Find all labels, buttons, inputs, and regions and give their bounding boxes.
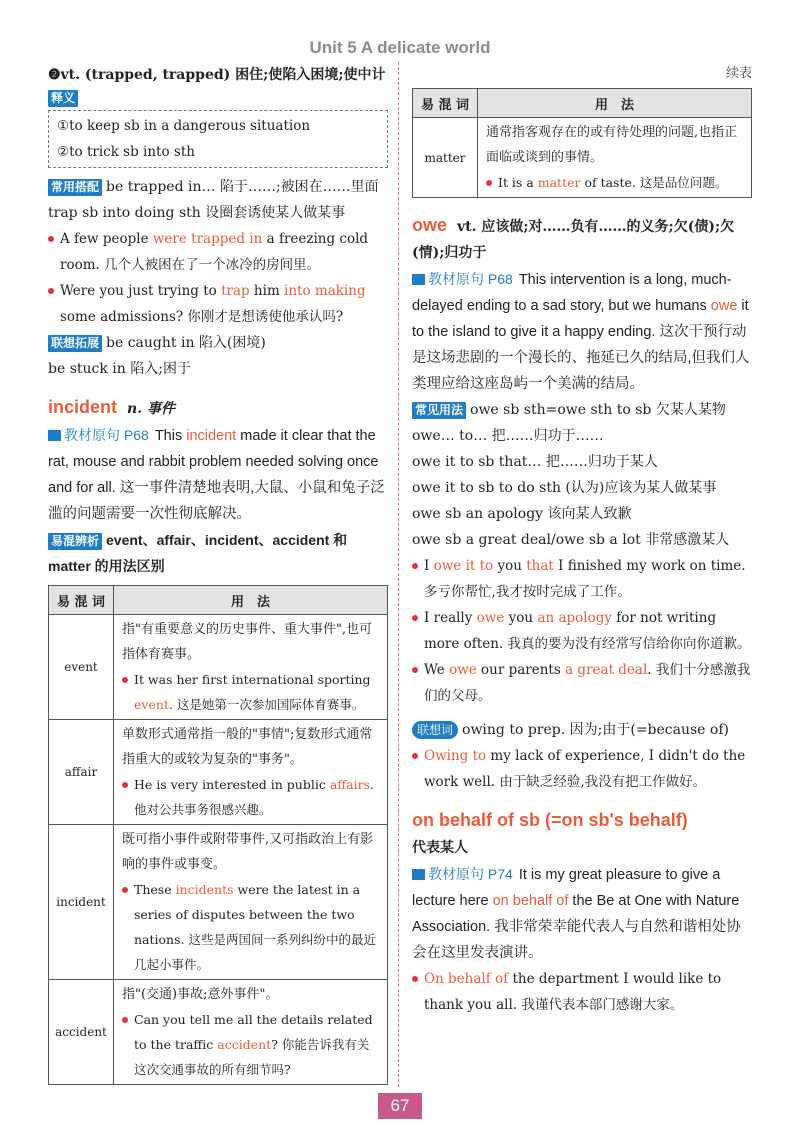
definition-tag: 释义 bbox=[48, 90, 78, 107]
column-header: 易 混 词 bbox=[49, 586, 114, 615]
table-row bbox=[49, 980, 388, 1085]
word-cell: incident bbox=[49, 825, 114, 980]
extension-line bbox=[48, 330, 388, 356]
extension-tag: 联想拓展 bbox=[48, 335, 102, 352]
source-label: 教材原句 P74 bbox=[412, 866, 513, 882]
usage-cell: 既可指小事件或附带事件,又可指政治上有影响的事件或事变。 These incidents were the latest in a series of disputes between the two nations. 这些是两国间一系列纠纷中的最近几起小事件。 bbox=[114, 825, 388, 980]
table-row bbox=[49, 720, 388, 825]
usage-item: owe it to sb to do sth (认为)应该为某人做某事 bbox=[412, 480, 717, 496]
table-header bbox=[49, 586, 388, 615]
definition-2: ②to trick sb into sth bbox=[57, 144, 195, 160]
example-sentence: On behalf of the department I would like to thank you all. 我谨代表本部门感谢大家。 bbox=[412, 966, 752, 1018]
collocation-line bbox=[48, 174, 388, 200]
headword-owe: owe bbox=[412, 215, 448, 235]
confusable-tag: 易混辨析 bbox=[48, 533, 102, 550]
example-sentence: Owing to my lack of experience, I didn't do the work well. 由于缺乏经验,我没有把工作做好。 bbox=[412, 743, 752, 795]
word-cell: matter bbox=[413, 118, 478, 198]
usage-item: owe it to sb that… 把……归功于某人 bbox=[412, 454, 658, 470]
usage-item: owe sb sth=owe sth to sb 欠某人某物 bbox=[470, 402, 726, 418]
word-cell: affair bbox=[49, 720, 114, 825]
column-divider bbox=[398, 62, 399, 1087]
confusable-table bbox=[48, 585, 388, 1085]
incident-entry bbox=[48, 394, 388, 422]
example-sentence: I owe it to you that I finished my work on time. 多亏你帮忙,我才按时完成了工作。 bbox=[412, 553, 752, 605]
definition-box bbox=[48, 110, 388, 168]
usage-cell: 指"(交通)事故;意外事件"。 Can you tell me all the details related to the traffic accident? 你能告诉我有关这次交通事故的所有细节吗? bbox=[114, 980, 388, 1085]
incident-pos: n. 事件 bbox=[127, 401, 175, 417]
word-cell: event bbox=[49, 615, 114, 720]
column-header: 易 混 词 bbox=[413, 89, 478, 118]
usage-line bbox=[412, 397, 752, 423]
behalf-meaning: 代表某人 bbox=[412, 840, 468, 856]
association-line bbox=[412, 717, 752, 743]
example-sentence: A few people were trapped in a freezing cold room. 几个人被困在了一个冰冷的房间里。 bbox=[48, 226, 388, 278]
page-number: 67 bbox=[378, 1093, 422, 1119]
source-sentence: 教材原句 P74 It is my great pleasure to give a lecture here on behalf of the Be at One with Nature Association. 我非常荣幸能代表人与自然和谐相处协会在这里发表演讲。 bbox=[412, 866, 741, 961]
usage-tag: 常见用法 bbox=[412, 402, 466, 419]
usage-item: owe sb a great deal/owe sb a lot 非常感激某人 bbox=[412, 532, 730, 548]
example-sentence: I really owe you an apology for not writing more often. 我真的要为没有经常写信给你向你道歉。 bbox=[412, 605, 752, 657]
association-tag: 联想词 bbox=[412, 721, 458, 739]
column-header: 用 法 bbox=[478, 89, 752, 118]
usage-item: owe sb an apology 该向某人致歉 bbox=[412, 506, 632, 522]
definition-1: ①to keep sb in a dangerous situation bbox=[57, 118, 311, 134]
word-cell: accident bbox=[49, 980, 114, 1085]
extension-2: be stuck in 陷入;困于 bbox=[48, 361, 191, 377]
trap-sense-2: ❷vt. (trapped, trapped) 困住;使陷入困境;使中计 bbox=[48, 67, 386, 83]
book-icon bbox=[48, 430, 61, 441]
collocation-text: be trapped in… 陷于……;被困在……里面 bbox=[106, 179, 379, 195]
usage-cell: 指"有重要意义的历史事件、重大事件",也可指体育赛事。 It was her first international sporting event. 这是她第一次参加国际体育赛事。 bbox=[114, 615, 388, 720]
source-sentence: 教材原句 P68 This intervention is a long, much-delayed ending to a sad story, but we humans owe it to the island to give it a happy ending. 这次干预行动是这场悲剧的一个漫长的、拖延已久的结局,但我们人类理应给这座岛屿一个美满的结局。 bbox=[412, 271, 750, 392]
book-icon bbox=[412, 274, 425, 285]
usage-cell: 单数形式通常指一般的"事情";复数形式通常指重大的或较为复杂的"事务"。 He is very interested in public affairs. 他对公共事务很感兴趣。 bbox=[114, 720, 388, 825]
right-column bbox=[412, 88, 752, 1018]
collocation-tag: 常用搭配 bbox=[48, 179, 102, 196]
confusable-heading: 易混辨析 event、affair、incident、accident 和 matter 的用法区别 bbox=[48, 532, 348, 574]
trap-into-phrase: trap sb into doing sth 设圈套诱使某人做某事 bbox=[48, 205, 346, 221]
table-row bbox=[49, 825, 388, 980]
column-header: 用 法 bbox=[114, 586, 388, 615]
headword-on-behalf-of: on behalf of sb (=on sb's behalf) bbox=[412, 810, 688, 830]
headword-incident: incident bbox=[48, 397, 118, 417]
table-header bbox=[413, 89, 752, 118]
table-row bbox=[413, 118, 752, 198]
book-icon bbox=[412, 869, 425, 880]
usage-item: owe… to… 把……归功于…… bbox=[412, 428, 604, 444]
unit-title: Unit 5 A delicate world bbox=[309, 38, 491, 57]
extension-1: be caught in 陷入(困境) bbox=[106, 335, 266, 351]
usage-cell: 通常指客观存在的或有待处理的问题,也指正面临或谈到的事情。 It is a matter of taste. 这是品位问题。 bbox=[478, 118, 752, 198]
source-label: 教材原句 P68 bbox=[412, 271, 513, 287]
behalf-entry bbox=[412, 807, 752, 835]
owe-entry bbox=[412, 212, 752, 266]
owe-pos: vt. 应该做;对……负有……的义务;欠(债);欠(情);归功于 bbox=[412, 219, 735, 261]
association-text: owing to prep. 因为;由于(=because of) bbox=[462, 722, 729, 738]
source-sentence: 教材原句 P68 This incident made it clear that the rat, mouse and rabbit problem needed solving once and for all. 这一事件清楚地表明,大鼠、小鼠和兔子泛滥的问题需要一次性彻底解决。 bbox=[48, 427, 385, 522]
example-sentence: Were you just trying to trap him into making some admissions? 你刚才是想诱使他承认吗? bbox=[48, 278, 388, 330]
left-column bbox=[48, 62, 388, 1085]
continued-label: 续表 bbox=[725, 66, 752, 81]
table-row bbox=[49, 615, 388, 720]
example-sentence: We owe our parents a great deal. 我们十分感激我们的父母。 bbox=[412, 657, 752, 709]
source-label: 教材原句 P68 bbox=[48, 427, 149, 443]
confusable-table-continued bbox=[412, 88, 752, 198]
